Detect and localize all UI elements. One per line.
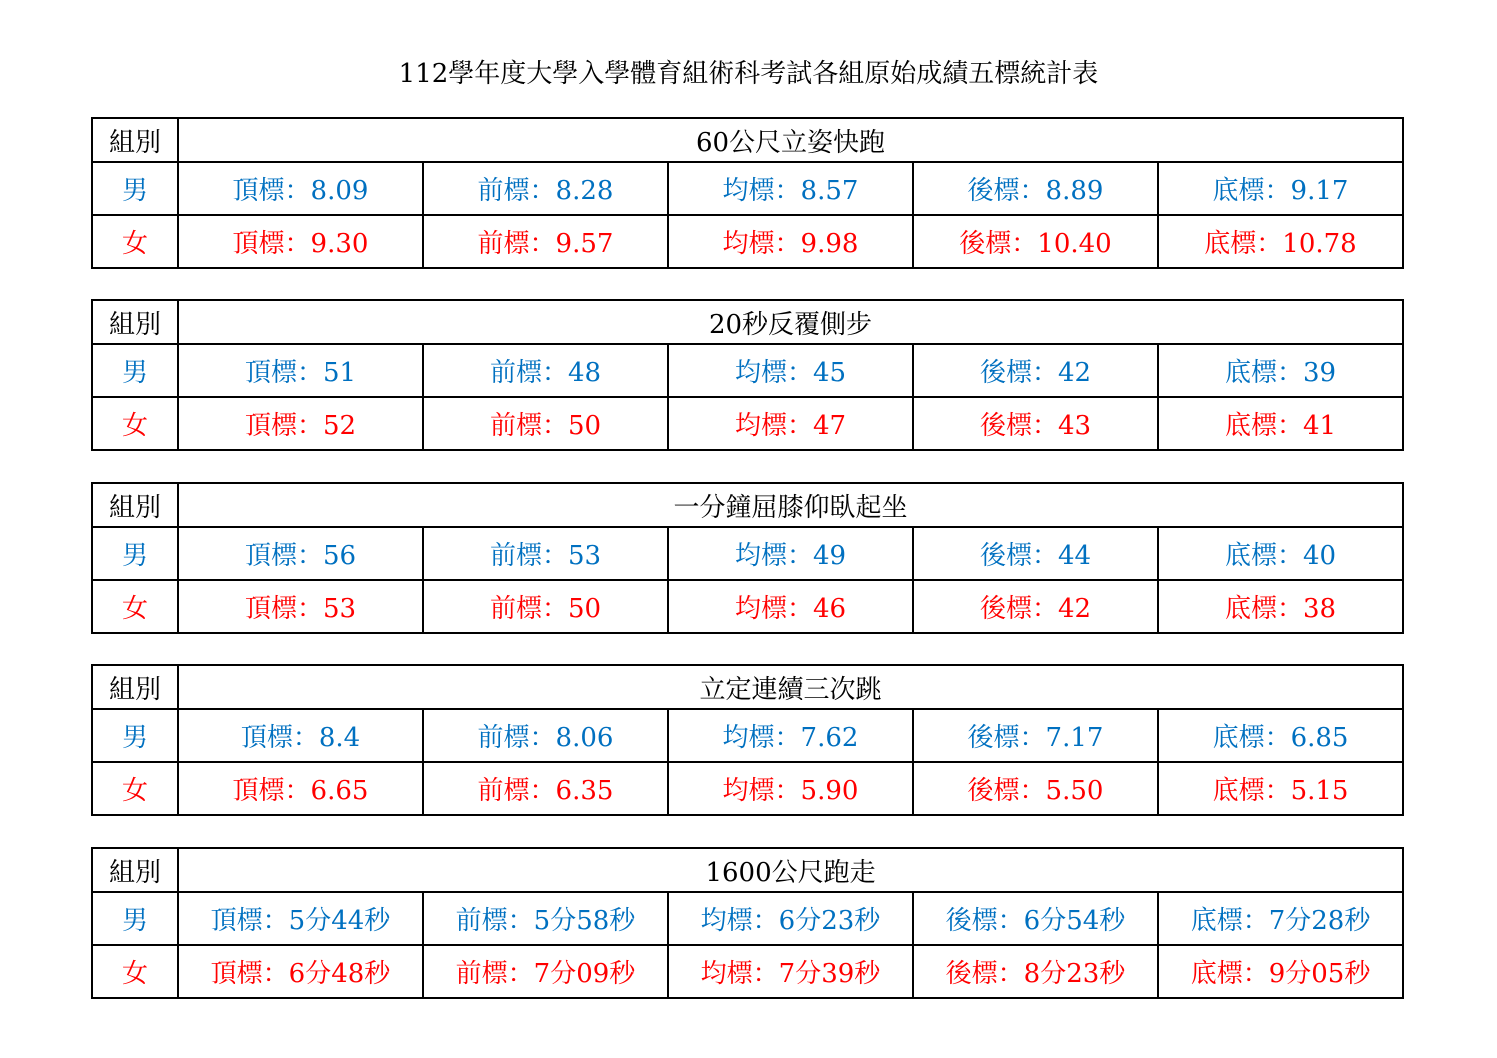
top-standard-cell: 頂標：51 (178, 344, 423, 397)
group-header-cell: 組別 (92, 848, 178, 892)
document-title: 112學年度大學入學體育組術科考試各組原始成績五標統計表 (398, 59, 1099, 89)
event-name-cell: 1600公尺跑走 (178, 848, 1403, 892)
event-name-cell: 一分鐘屈膝仰臥起坐 (178, 483, 1403, 527)
back-standard-cell: 後標：42 (913, 344, 1158, 397)
female-label-cell: 女 (92, 580, 178, 633)
average-standard-cell: 均標：47 (668, 397, 913, 450)
top-standard-cell: 頂標：6分48秒 (178, 945, 423, 998)
male-label-cell: 男 (92, 709, 178, 762)
score-table-side-step (91, 299, 1404, 451)
average-standard-cell: 均標：8.57 (668, 162, 913, 215)
female-row (92, 215, 1403, 268)
bottom-standard-cell: 底標：38 (1158, 580, 1403, 633)
score-table-60m-sprint (91, 117, 1404, 269)
male-row (92, 709, 1403, 762)
female-label-cell: 女 (92, 215, 178, 268)
top-standard-cell: 頂標：56 (178, 527, 423, 580)
male-label-cell: 男 (92, 892, 178, 945)
event-name-cell: 20秒反覆側步 (178, 300, 1403, 344)
bottom-standard-cell: 底標：41 (1158, 397, 1403, 450)
female-label-cell: 女 (92, 762, 178, 815)
group-header-cell: 組別 (92, 665, 178, 709)
bottom-standard-cell: 底標：5.15 (1158, 762, 1403, 815)
bottom-standard-cell: 底標：10.78 (1158, 215, 1403, 268)
score-table-1600m-run-walk (91, 847, 1404, 999)
back-standard-cell: 後標：7.17 (913, 709, 1158, 762)
front-standard-cell: 前標：53 (423, 527, 668, 580)
female-label-cell: 女 (92, 945, 178, 998)
female-row (92, 762, 1403, 815)
back-standard-cell: 後標：8.89 (913, 162, 1158, 215)
male-label-cell: 男 (92, 162, 178, 215)
average-standard-cell: 均標：45 (668, 344, 913, 397)
front-standard-cell: 前標：5分58秒 (423, 892, 668, 945)
male-row (92, 162, 1403, 215)
back-standard-cell: 後標：42 (913, 580, 1158, 633)
back-standard-cell: 後標：44 (913, 527, 1158, 580)
top-standard-cell: 頂標：8.4 (178, 709, 423, 762)
bottom-standard-cell: 底標：7分28秒 (1158, 892, 1403, 945)
male-row (92, 527, 1403, 580)
average-standard-cell: 均標：49 (668, 527, 913, 580)
table-header-row (92, 118, 1403, 162)
bottom-standard-cell: 底標：40 (1158, 527, 1403, 580)
table-header-row (92, 665, 1403, 709)
bottom-standard-cell: 底標：9.17 (1158, 162, 1403, 215)
back-standard-cell: 後標：6分54秒 (913, 892, 1158, 945)
average-standard-cell: 均標：7.62 (668, 709, 913, 762)
male-row (92, 344, 1403, 397)
average-standard-cell: 均標：46 (668, 580, 913, 633)
average-standard-cell: 均標：7分39秒 (668, 945, 913, 998)
front-standard-cell: 前標：48 (423, 344, 668, 397)
group-header-cell: 組別 (92, 300, 178, 344)
top-standard-cell: 頂標：53 (178, 580, 423, 633)
table-header-row (92, 848, 1403, 892)
event-name-cell: 立定連續三次跳 (178, 665, 1403, 709)
top-standard-cell: 頂標：6.65 (178, 762, 423, 815)
front-standard-cell: 前標：9.57 (423, 215, 668, 268)
back-standard-cell: 後標：10.40 (913, 215, 1158, 268)
front-standard-cell: 前標：50 (423, 580, 668, 633)
front-standard-cell: 前標：6.35 (423, 762, 668, 815)
bottom-standard-cell: 底標：6.85 (1158, 709, 1403, 762)
front-standard-cell: 前標：8.06 (423, 709, 668, 762)
female-row (92, 397, 1403, 450)
female-label-cell: 女 (92, 397, 178, 450)
top-standard-cell: 頂標：5分44秒 (178, 892, 423, 945)
front-standard-cell: 前標：50 (423, 397, 668, 450)
average-standard-cell: 均標：6分23秒 (668, 892, 913, 945)
female-row (92, 580, 1403, 633)
table-header-row (92, 300, 1403, 344)
score-table-triple-jump (91, 664, 1404, 816)
female-row (92, 945, 1403, 998)
back-standard-cell: 後標：5.50 (913, 762, 1158, 815)
top-standard-cell: 頂標：52 (178, 397, 423, 450)
front-standard-cell: 前標：8.28 (423, 162, 668, 215)
group-header-cell: 組別 (92, 118, 178, 162)
group-header-cell: 組別 (92, 483, 178, 527)
event-name-cell: 60公尺立姿快跑 (178, 118, 1403, 162)
back-standard-cell: 後標：43 (913, 397, 1158, 450)
top-standard-cell: 頂標：9.30 (178, 215, 423, 268)
average-standard-cell: 均標：5.90 (668, 762, 913, 815)
male-label-cell: 男 (92, 527, 178, 580)
average-standard-cell: 均標：9.98 (668, 215, 913, 268)
back-standard-cell: 後標：8分23秒 (913, 945, 1158, 998)
male-label-cell: 男 (92, 344, 178, 397)
top-standard-cell: 頂標：8.09 (178, 162, 423, 215)
bottom-standard-cell: 底標：39 (1158, 344, 1403, 397)
bottom-standard-cell: 底標：9分05秒 (1158, 945, 1403, 998)
male-row (92, 892, 1403, 945)
front-standard-cell: 前標：7分09秒 (423, 945, 668, 998)
score-table-sit-ups (91, 482, 1404, 634)
table-header-row (92, 483, 1403, 527)
